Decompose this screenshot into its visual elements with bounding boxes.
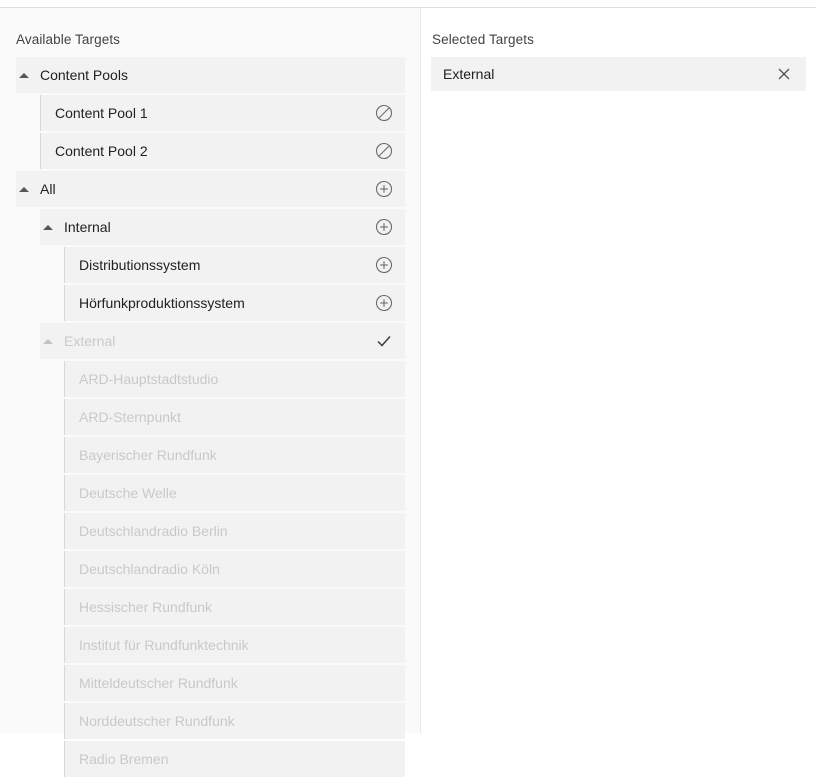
tree-row[interactable] xyxy=(64,627,405,663)
tree-guide-line xyxy=(64,589,65,625)
tree-row[interactable] xyxy=(64,665,405,701)
caret-up-icon[interactable] xyxy=(40,219,56,235)
tree-row-label: All xyxy=(40,181,56,197)
tree-row-label: Institut für Rundfunktechnik xyxy=(79,637,249,653)
tree-row-label: Deutschlandradio Berlin xyxy=(79,523,228,539)
blocked-icon[interactable] xyxy=(373,102,395,124)
tree-row-label: Deutsche Welle xyxy=(79,485,177,501)
tree-row[interactable] xyxy=(64,475,405,511)
available-targets-tree xyxy=(0,57,420,777)
blocked-icon[interactable] xyxy=(373,140,395,162)
tree-guide-line xyxy=(64,627,65,663)
tree-row[interactable] xyxy=(64,551,405,587)
tree-guide-line xyxy=(64,361,65,397)
caret-up-icon[interactable] xyxy=(40,333,56,349)
tree-guide-line xyxy=(64,247,65,283)
selected-targets-list xyxy=(421,57,816,91)
tree-row-label: ARD-Sternpunkt xyxy=(79,409,181,425)
selected-target-label: External xyxy=(443,66,495,82)
tree-row[interactable] xyxy=(64,399,405,435)
selected-targets-pane xyxy=(421,8,816,733)
tree-row-label: Bayerischer Rundfunk xyxy=(79,447,217,463)
tree-row-label: External xyxy=(64,333,116,349)
tree-row[interactable] xyxy=(64,513,405,549)
tree-guide-line xyxy=(40,95,41,131)
tree-row-label: Mitteldeutscher Rundfunk xyxy=(79,675,238,691)
available-targets-title: Available Targets xyxy=(16,32,121,47)
tree-row[interactable] xyxy=(40,323,405,359)
tree-guide-line xyxy=(64,437,65,473)
tree-row[interactable] xyxy=(64,589,405,625)
tree-row-label: Internal xyxy=(64,219,111,235)
tree-row-label: Distributionssystem xyxy=(79,257,201,273)
tree-guide-line xyxy=(64,399,65,435)
tree-row[interactable] xyxy=(64,437,405,473)
add-icon[interactable] xyxy=(373,178,395,200)
tree-row[interactable] xyxy=(40,209,405,245)
tree-guide-line xyxy=(64,285,65,321)
tree-guide-line xyxy=(64,551,65,587)
tree-row-label: Content Pool 1 xyxy=(55,105,148,121)
tree-row[interactable] xyxy=(64,247,405,283)
panes-container xyxy=(0,8,816,767)
tree-guide-line xyxy=(64,703,65,739)
tree-row-label: Norddeutscher Rundfunk xyxy=(79,713,235,729)
selected-targets-title: Selected Targets xyxy=(432,32,534,47)
tree-row[interactable] xyxy=(16,57,405,93)
tree-row-label: Radio Bremen xyxy=(79,751,169,767)
tree-row[interactable] xyxy=(64,703,405,739)
available-targets-pane xyxy=(0,8,421,767)
tree-guide-line xyxy=(64,475,65,511)
caret-up-icon[interactable] xyxy=(16,67,32,83)
caret-up-icon[interactable] xyxy=(16,181,32,197)
tree-row[interactable] xyxy=(64,285,405,321)
tree-row[interactable] xyxy=(40,95,405,131)
add-icon[interactable] xyxy=(373,216,395,238)
tree-row-label: Hessischer Rundfunk xyxy=(79,599,213,615)
add-icon[interactable] xyxy=(373,254,395,276)
close-icon[interactable] xyxy=(774,64,794,84)
tree-row[interactable] xyxy=(16,171,405,207)
tree-guide-line xyxy=(40,133,41,169)
tree-guide-line xyxy=(64,741,65,777)
tree-guide-line xyxy=(64,513,65,549)
add-icon[interactable] xyxy=(373,292,395,314)
tree-row-label: Content Pool 2 xyxy=(55,143,148,159)
tree-row-label: ARD-Hauptstadtstudio xyxy=(79,371,219,387)
tree-row-label: Content Pools xyxy=(40,67,128,83)
selected-target-item[interactable] xyxy=(431,57,806,91)
dialog-topbar xyxy=(0,0,816,8)
tree-guide-line xyxy=(64,665,65,701)
check-icon[interactable] xyxy=(373,330,395,352)
tree-row[interactable] xyxy=(64,741,405,777)
tree-row-label: Hörfunkproduktionssystem xyxy=(79,295,245,311)
tree-row[interactable] xyxy=(40,133,405,169)
tree-row[interactable] xyxy=(64,361,405,397)
tree-row-label: Deutschlandradio Köln xyxy=(79,561,220,577)
